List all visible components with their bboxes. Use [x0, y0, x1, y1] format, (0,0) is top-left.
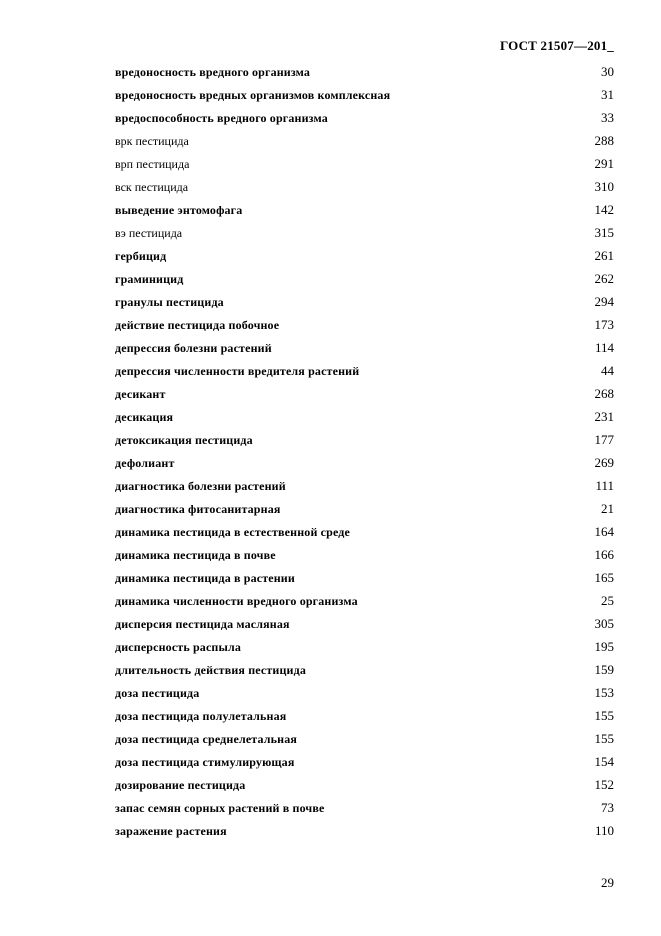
index-page-ref: 33 [601, 110, 614, 125]
index-term: заражение растения [115, 824, 227, 838]
index-term: гербицид [115, 249, 167, 263]
index-term: диагностика фитосанитарная [115, 502, 281, 516]
index-entry [115, 591, 614, 614]
index-term: дисперсность распыла [115, 640, 242, 654]
index-term: выведение энтомофага [115, 203, 243, 217]
index-entry [115, 338, 614, 361]
index-page-ref: 291 [594, 156, 614, 171]
index-page-ref: 262 [594, 271, 614, 286]
index-entry [115, 131, 614, 154]
index-page-ref: 30 [601, 64, 614, 79]
index-page-ref: 114 [594, 340, 614, 355]
index-entry [115, 614, 614, 637]
index-page-ref: 173 [594, 317, 614, 332]
index-term: дефолиант [115, 456, 175, 470]
index-entry [115, 62, 614, 85]
index-page-ref: 166 [594, 547, 614, 562]
index-term: динамика пестицида в естественной среде [115, 525, 350, 539]
index-term: гранулы пестицида [115, 295, 224, 309]
index-term: динамика пестицида в растении [115, 571, 295, 585]
index-page-ref: 21 [601, 501, 614, 516]
index-entry [115, 177, 614, 200]
index-entry [115, 821, 614, 844]
index-page-ref: 31 [601, 87, 614, 102]
index-page-ref: 155 [594, 731, 614, 746]
index-term: доза пестицида [115, 686, 200, 700]
index-entry [115, 476, 614, 499]
index-entry [115, 499, 614, 522]
index-entry [115, 545, 614, 568]
index-page-ref: 268 [594, 386, 614, 401]
index-page-ref: 288 [594, 133, 614, 148]
index-term: длительность действия пестицида [115, 663, 306, 677]
index-entry [115, 407, 614, 430]
index-term: доза пестицида среднелетальная [115, 732, 297, 746]
index-page-ref: 25 [601, 593, 614, 608]
index-entry [115, 706, 614, 729]
index-term: доза пестицида стимулирующая [115, 755, 295, 769]
index-term: вредоносность вредного организма [115, 65, 311, 79]
index-term: дисперсия пестицида масляная [115, 617, 290, 631]
index-term: граминицид [115, 272, 184, 286]
index-page-ref: 164 [594, 524, 614, 539]
index-entry [115, 223, 614, 246]
index-entry [115, 200, 614, 223]
index-entry [115, 85, 614, 108]
index-entry [115, 292, 614, 315]
index-entry [115, 683, 614, 706]
index-page-ref: 154 [594, 754, 614, 769]
index-page-ref: 152 [594, 777, 614, 792]
index-term: запас семян сорных растений в почве [115, 801, 325, 815]
index-page-ref: 159 [594, 662, 614, 677]
index-page-ref: 142 [594, 202, 614, 217]
document-header: ГОСТ 21507—201_ [499, 38, 614, 53]
index-term: вредоносность вредных организмов комплексная [115, 88, 391, 102]
index-term: диагностика болезни растений [115, 479, 286, 493]
index-page-ref: 294 [594, 294, 614, 309]
index-entry [115, 108, 614, 131]
index-page-ref: 261 [594, 248, 614, 263]
index-entry [115, 246, 614, 269]
index-term: динамика пестицида в почве [115, 548, 276, 562]
index-term: детоксикация пестицида [115, 433, 253, 447]
index-term: доза пестицида полулетальная [115, 709, 287, 723]
index-term: действие пестицида побочное [115, 318, 280, 332]
index-entry [115, 430, 614, 453]
index-term: вредоспособность вредного организма [115, 111, 328, 125]
index-entry [115, 453, 614, 476]
index-entry [115, 315, 614, 338]
term-index-list [115, 62, 614, 844]
index-entry [115, 798, 614, 821]
index-entry [115, 775, 614, 798]
page-number: 29 [601, 875, 614, 890]
index-page-ref: 315 [594, 225, 614, 240]
index-page-ref: 310 [594, 179, 614, 194]
index-page-ref: 177 [594, 432, 614, 447]
index-term: десикация [115, 410, 174, 424]
index-term: врк пестицида [115, 134, 189, 148]
index-page-ref: 195 [594, 639, 614, 654]
index-term: вэ пестицида [115, 226, 183, 240]
index-entry [115, 568, 614, 591]
index-term: депрессия болезни растений [115, 341, 272, 355]
index-page-ref: 269 [594, 455, 614, 470]
index-entry [115, 660, 614, 683]
index-page-ref: 165 [594, 570, 614, 585]
index-entry [115, 361, 614, 384]
index-term: динамика численности вредного организма [115, 594, 358, 608]
index-term: десикант [115, 387, 166, 401]
index-term: дозирование пестицида [115, 778, 246, 792]
index-page-ref: 231 [594, 409, 614, 424]
index-entry [115, 154, 614, 177]
index-entry [115, 522, 614, 545]
index-page-ref: 155 [594, 708, 614, 723]
index-entry [115, 752, 614, 775]
index-page-ref: 73 [601, 800, 614, 815]
index-entry [115, 384, 614, 407]
index-term: вск пестицида [115, 180, 189, 194]
index-page-ref: 153 [594, 685, 614, 700]
index-page-ref: 110 [594, 823, 614, 838]
index-page-ref: 44 [601, 363, 614, 378]
index-page-ref: 111 [595, 478, 614, 493]
index-term: депрессия численности вредителя растений [115, 364, 360, 378]
index-entry [115, 637, 614, 660]
index-entry [115, 729, 614, 752]
index-page-ref: 305 [594, 616, 614, 631]
index-term: врп пестицида [115, 157, 190, 171]
index-entry [115, 269, 614, 292]
